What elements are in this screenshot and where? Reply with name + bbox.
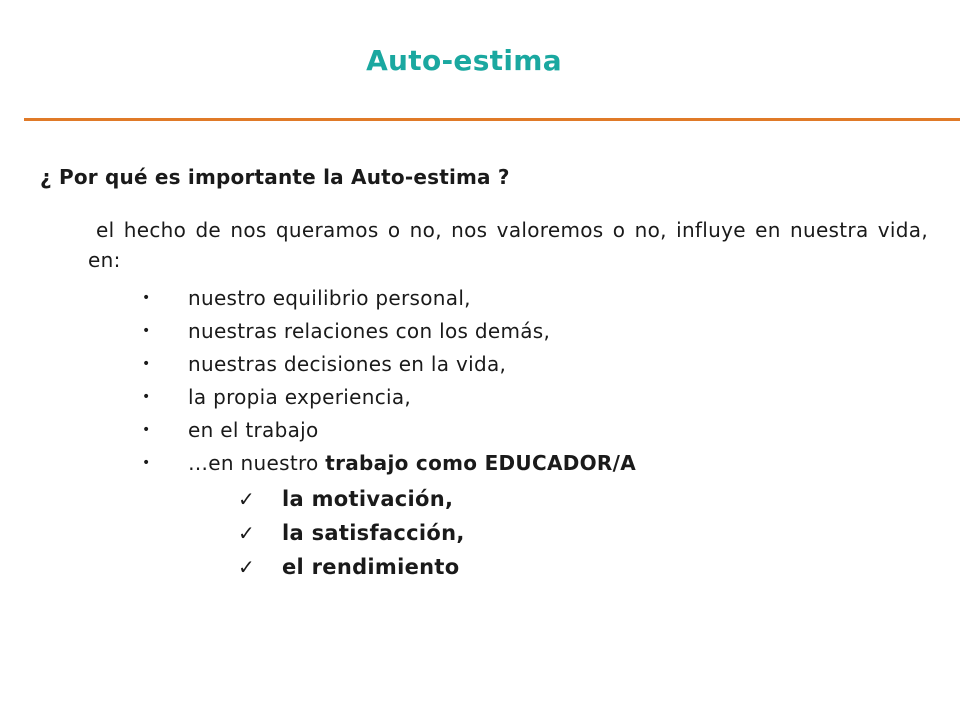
check-list — [236, 482, 465, 584]
bullet-icon: • — [142, 356, 151, 372]
bullet-text: nuestro equilibrio personal, — [188, 286, 471, 310]
checkmark-icon: ✓ — [238, 555, 256, 579]
check-text: el rendimiento — [282, 555, 460, 579]
bullet-text-prefix: …en nuestro — [188, 451, 326, 475]
bullet-icon: • — [142, 290, 151, 306]
question-heading: ¿ Por qué es importante la Auto-estima ? — [40, 165, 510, 189]
bullet-icon: • — [142, 323, 151, 339]
checkmark-icon: ✓ — [238, 487, 256, 511]
slide-title: Auto-estima — [366, 44, 562, 77]
check-text: la motivación, — [282, 487, 454, 511]
bullet-text: nuestras relaciones con los demás, — [188, 319, 551, 343]
bullet-icon: • — [142, 389, 151, 405]
checkmark-icon: ✓ — [238, 521, 256, 545]
title-divider — [24, 118, 960, 121]
bullet-icon: • — [142, 422, 151, 438]
intro-paragraph: el hecho de nos queramos o no, nos valoremos o no, influye en nuestra vida, en: — [88, 218, 928, 272]
bullet-list — [140, 282, 636, 480]
bullet-text: en el trabajo — [188, 418, 319, 442]
check-item — [236, 516, 465, 550]
bullet-text-emphasis: trabajo como EDUCADOR/A — [325, 451, 637, 475]
bullet-item-educador — [140, 447, 636, 480]
bullet-item — [140, 348, 636, 381]
check-text: la satisfacción, — [282, 521, 465, 545]
check-item — [236, 482, 465, 516]
bullet-text: la propia experiencia, — [188, 385, 412, 409]
check-item — [236, 550, 465, 584]
bullet-icon: • — [142, 455, 151, 471]
bullet-item — [140, 315, 636, 348]
bullet-item — [140, 381, 636, 414]
bullet-item — [140, 282, 636, 315]
bullet-item — [140, 414, 636, 447]
bullet-text: nuestras decisiones en la vida, — [188, 352, 507, 376]
